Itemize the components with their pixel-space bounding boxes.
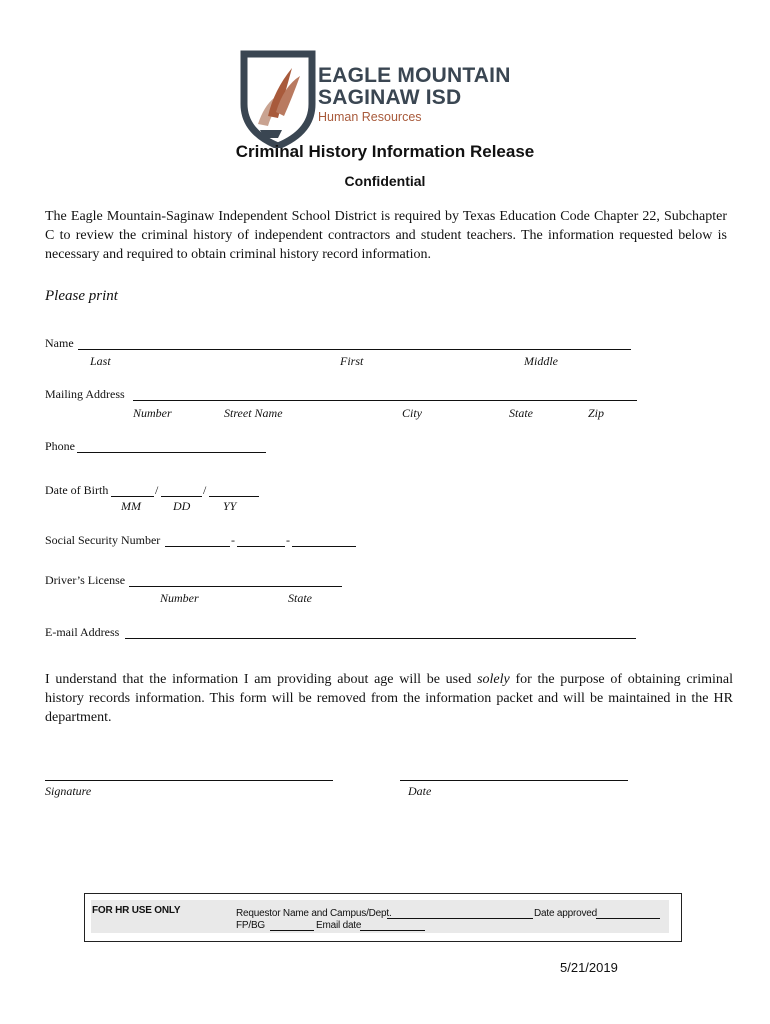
mailing-street-label: Street Name bbox=[224, 406, 283, 420]
intro-paragraph: The Eagle Mountain-Saginaw Independent School District is required by Texas Education Code Chapter 22, Subchapter C to review the criminal history of independent contractors and student teachers. The information requested below is necessary and required to obtain criminal history record information. bbox=[45, 209, 727, 262]
ssn-separator: - bbox=[231, 533, 235, 547]
date-approved-label: Date approved bbox=[534, 908, 598, 919]
page-title: Criminal History Information Release bbox=[235, 142, 535, 161]
ssn-part2-field[interactable] bbox=[237, 533, 285, 547]
dob-label: Date of Birth bbox=[45, 483, 109, 497]
consent-paragraph bbox=[45, 670, 733, 727]
name-middle-label: Middle bbox=[524, 354, 558, 368]
ssn-part1-field[interactable] bbox=[165, 533, 230, 547]
mailing-number-label: Number bbox=[133, 406, 172, 420]
drivers-license-field[interactable] bbox=[129, 573, 342, 587]
email-date-field[interactable] bbox=[360, 920, 425, 931]
name-label: Name bbox=[45, 336, 74, 350]
logo-name-line2: SAGINAW ISD bbox=[318, 86, 462, 109]
phone-label: Phone bbox=[45, 439, 75, 453]
drivers-license-label: Driver’s License bbox=[45, 573, 126, 587]
dob-yy-label: YY bbox=[223, 499, 237, 513]
dob-mm-label: MM bbox=[121, 499, 141, 513]
dob-month-field[interactable] bbox=[111, 483, 154, 497]
dob-day-field[interactable] bbox=[161, 483, 202, 497]
requestor-label: Requestor Name and Campus/Dept. bbox=[236, 908, 392, 919]
mailing-zip-label: Zip bbox=[588, 406, 605, 420]
mailing-address-label: Mailing Address bbox=[45, 387, 125, 401]
ssn-label: Social Security Number bbox=[45, 533, 161, 547]
signature-line[interactable] bbox=[45, 768, 333, 781]
signature-date-label: Date bbox=[408, 784, 432, 798]
hr-use-title: FOR HR USE ONLY bbox=[92, 905, 181, 916]
date-approved-field[interactable] bbox=[596, 908, 660, 919]
email-date-label: Email date bbox=[316, 920, 362, 931]
phone-field[interactable] bbox=[77, 439, 266, 453]
shield-torch-icon bbox=[238, 46, 318, 148]
signature-label: Signature bbox=[45, 784, 92, 798]
name-last-label: Last bbox=[90, 354, 111, 368]
please-print-label: Please print bbox=[45, 288, 118, 304]
license-state-label: State bbox=[288, 591, 312, 605]
page-subtitle: Confidential bbox=[344, 173, 426, 189]
name-field[interactable] bbox=[78, 336, 631, 350]
logo-name-line1: EAGLE MOUNTAIN bbox=[318, 64, 511, 87]
consent-emphasis: solely bbox=[477, 672, 510, 687]
ssn-separator: - bbox=[286, 533, 290, 547]
consent-text-end: for the purpose of obtaining criminal history records information. This form will be removed from the information packet and will be maintained in the HR department. bbox=[45, 672, 733, 725]
fpbg-label: FP/BG bbox=[236, 920, 266, 931]
dob-year-field[interactable] bbox=[209, 483, 259, 497]
footer-date: 5/21/2019 bbox=[560, 960, 618, 975]
signature-date-line[interactable] bbox=[400, 768, 628, 781]
fpbg-field[interactable] bbox=[270, 920, 314, 931]
ssn-part3-field[interactable] bbox=[292, 533, 356, 547]
consent-text-start: I understand that the information I am providing about age will be used bbox=[45, 672, 478, 687]
logo-department: Human Resources bbox=[318, 110, 422, 124]
name-first-label: First bbox=[340, 354, 364, 368]
mailing-state-label: State bbox=[509, 406, 533, 420]
dob-dd-label: DD bbox=[173, 499, 191, 513]
license-number-label: Number bbox=[160, 591, 199, 605]
mailing-city-label: City bbox=[402, 406, 422, 420]
dob-separator: / bbox=[155, 483, 159, 497]
district-logo bbox=[238, 46, 538, 148]
mailing-address-field[interactable] bbox=[133, 387, 637, 401]
dob-separator: / bbox=[203, 483, 207, 497]
requestor-field[interactable] bbox=[387, 908, 533, 919]
email-label: E-mail Address bbox=[45, 625, 120, 639]
email-field[interactable] bbox=[125, 625, 636, 639]
